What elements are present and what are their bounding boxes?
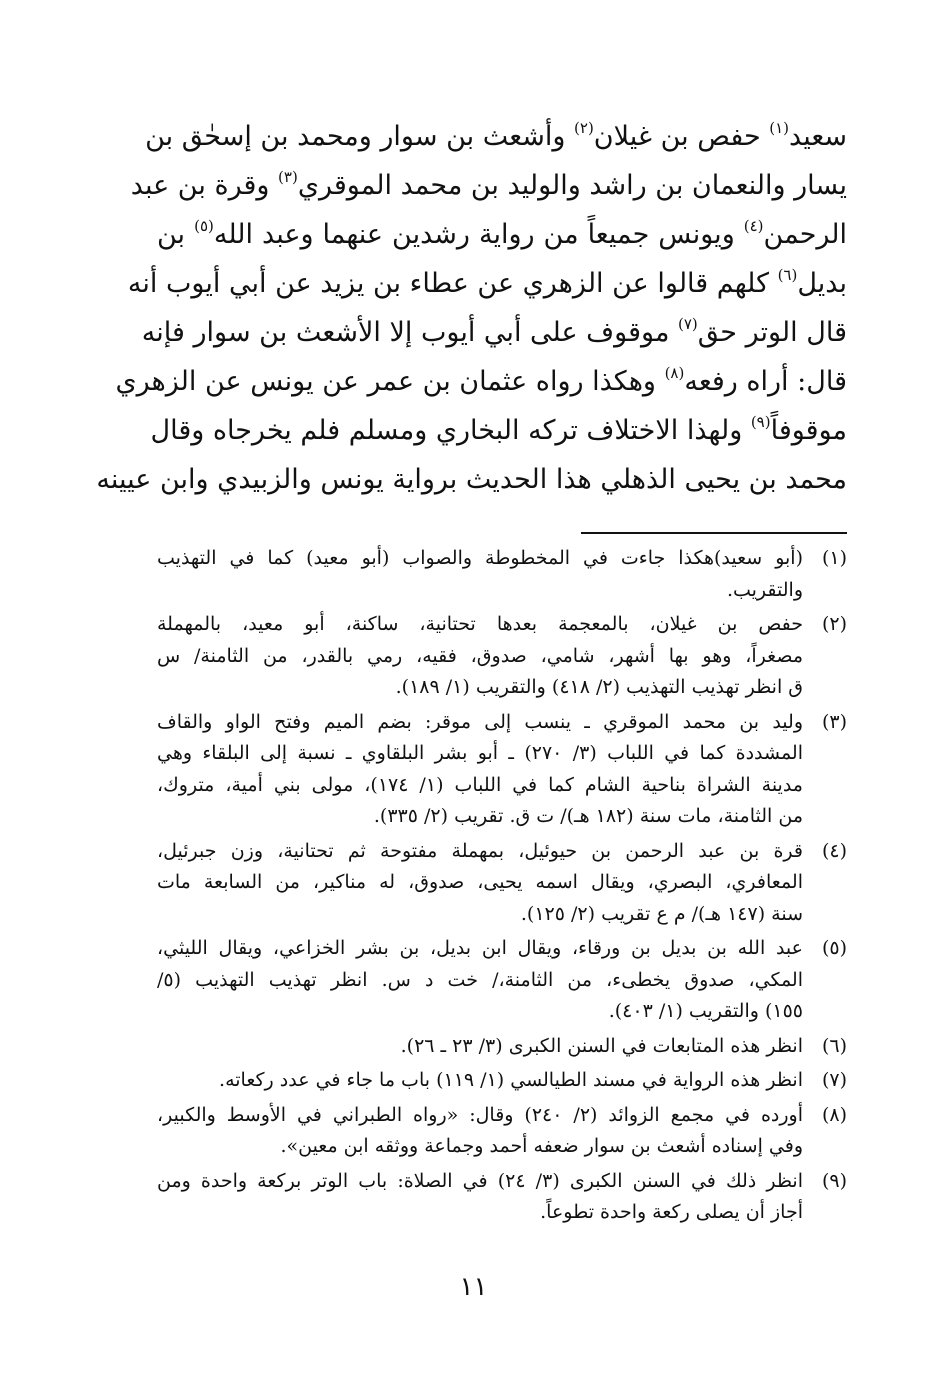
footnote-text [157,1100,803,1163]
footnote-line: المكي، صدوق يخطىء، من الثامنة،/ خت د س. انظر تهذيب التهذيب (٥/ [157,968,803,991]
main-text-line [127,259,847,308]
footnote-line: حفص بن غيلان، بالمعجمة بعدها تحتانية، ساكنة، أبو معيد، بالمهملة [157,613,803,635]
main-text-run: بديل [797,268,847,299]
main-text-run: محمد بن يحيى الذهلي هذا الحديث برواية يونس والزبيدي وابن عيينه [96,464,847,495]
main-text-run: وقرة بن عبد [130,170,279,201]
main-text-run: موقوف على أبي أيوب إلا الأشعث بن سوار فإنه [141,317,678,348]
main-text-run: قال: أراه رفعه [684,366,847,397]
main-text-run: وهكذا رواه عثمان بن عمر عن يونس عن الزهري [115,366,665,397]
main-text-run: ويونس جميعاً من رواية رشدين عنهما وعبد الله [213,219,744,250]
main-text-line [150,406,847,455]
footnote-text [157,933,803,1028]
main-text-run: حفص بن غيلان [593,121,770,152]
footnote-line: مصغراً، وهو بها أشهر، شامي، صدوق، فقيه، رمي بالقدر، من الثامنة/ س [157,644,803,667]
footnote-line: انظر ذلك في السنن الكبرى (٣/ ٢٤) في الصلاة: باب الوتر بركعة واحدة ومن [157,1169,803,1192]
footnote-line: أورده في مجمع الزوائد (٢/ ٢٤٠) وقال: «رواه الطبراني في الأوسط والكبير، [157,1103,803,1126]
main-text-run: قال الوتر حق [697,317,847,348]
main-text-run: كلهم قالوا عن الزهري عن عطاء بن يزيد عن أبي أيوب أنه [127,268,778,299]
footnote-line: قرة بن عبد الرحمن بن حيوئيل، بمهملة مفتوحة ثم تحتانية، وزن جبرئيل، [157,839,803,862]
main-text-run: يسار والنعمان بن راشد والوليد بن محمد الموقري [297,170,847,201]
main-text-run: بن [157,219,195,250]
main-text-line [145,112,847,161]
main-text-run: الرحمن [763,219,848,250]
footnote [157,933,847,1028]
footnote-ref: (٧) [678,315,698,333]
footnote-line: عبد الله بن بديل بن ورقاء، ويقال ابن بديل، بن بشر الخزاعي، ويقال الليثي، [157,937,803,959]
footnote-number: (٥) [821,937,847,959]
main-text-line [115,357,847,406]
footnote-line: مدينة الشراة بناحية الشام كما في اللباب (١/ ١٧٤)، مولى بني أمية، متروك، [157,773,803,796]
footnote-separator [581,532,847,534]
page-number: ١١ [459,1272,488,1302]
footnote-text [157,836,803,931]
footnote-line: ١٥٥) والتقريب (١/ ٤٠٣). [608,1000,803,1022]
footnote-line: أجاز أن يصلى ركعة واحدة تطوعاً. [540,1201,803,1223]
footnote-ref: (٩) [750,413,771,431]
footnote [157,543,847,606]
footnote [157,707,847,833]
footnote-number: (٦) [821,1034,847,1057]
footnote-line: وليد بن محمد الموقري ـ ينسب إلى موقر: بضم الميم وفتح الواو والقاف [157,710,803,733]
footnote [157,1100,847,1163]
footnote-ref: (١) [769,119,790,137]
footnote-line: والتقريب. [726,578,803,601]
footnote-text [157,1166,803,1229]
footnote-line: المعافري، البصري، ويقال اسمه يحيى، صدوق، له مناكير، من السابعة مات [157,871,803,893]
footnote-text [157,707,803,833]
main-text-line [157,210,847,259]
footnote-number: (٢) [821,613,847,635]
footnote-number: (٣) [821,710,847,733]
footnote-number: (٤) [821,839,847,862]
footnote-ref: (٣) [278,168,298,186]
main-text-line [130,161,847,210]
main-text-run: ولهذا الاختلاف تركه البخاري ومسلم فلم يخرجاه وقال [150,415,751,446]
main-text-line [141,308,847,357]
footnote-ref: (٨) [664,364,685,382]
footnote [157,836,847,931]
footnote-text [157,1065,803,1097]
footnote-ref: (٢) [574,119,594,137]
footnote-text [157,609,803,704]
footnotes [157,543,847,1232]
main-text [96,112,848,504]
footnote [157,1065,847,1097]
footnote-text [157,543,803,606]
main-text-run: موقوفاً [770,415,847,446]
footnote-line: انظر هذه المتابعات في السنن الكبرى (٣/ ٢٣ ـ ٢٦). [400,1034,803,1057]
footnote-line: ق انظر تهذيب التهذيب (٢/ ٤١٨) والتقريب (١/ ١٨٩). [395,676,803,698]
footnote-number: (٩) [821,1169,847,1192]
footnote-ref: (٦) [777,266,798,284]
footnote-line: المشددة كما في اللباب (٣/ ٢٧٠) ـ أبو بشر البلقاوي ـ نسبة إلى البلقاء وهي [157,742,803,764]
footnote-text [157,1031,803,1063]
footnote-number: (٨) [821,1103,847,1126]
footnote-line: وفي إسناده أشعث بن سوار ضعفه أحمد وجماعة ووثقه ابن معين». [280,1135,803,1157]
main-text-run: وأشعث بن سوار ومحمد بن إسحٰق بن [145,121,575,152]
footnote-number: (٧) [821,1069,847,1091]
footnote-ref: (٤) [743,217,764,235]
footnote [157,1031,847,1063]
footnote-line: (أبو سعيد)هكذا جاءت في المخطوطة والصواب (أبو معيد) كما في التهذيب [157,547,803,569]
footnote [157,609,847,704]
main-text-run: سعيد [789,121,847,152]
footnote-line: من الثامنة، مات سنة (١٨٢ هـ)/ ت ق. تقريب (٢/ ٣٣٥). [373,805,803,827]
footnote [157,1166,847,1229]
main-text-line [96,455,847,504]
footnote-number: (١) [821,547,847,569]
footnote-ref: (٥) [194,217,214,235]
footnote-line: سنة (١٤٧ هـ)/ م ع تقريب (٢/ ١٢٥). [520,902,803,925]
footnote-line: انظر هذه الرواية في مسند الطيالسي (١/ ١١٩) باب ما جاء في عدد ركعاته. [219,1069,803,1091]
